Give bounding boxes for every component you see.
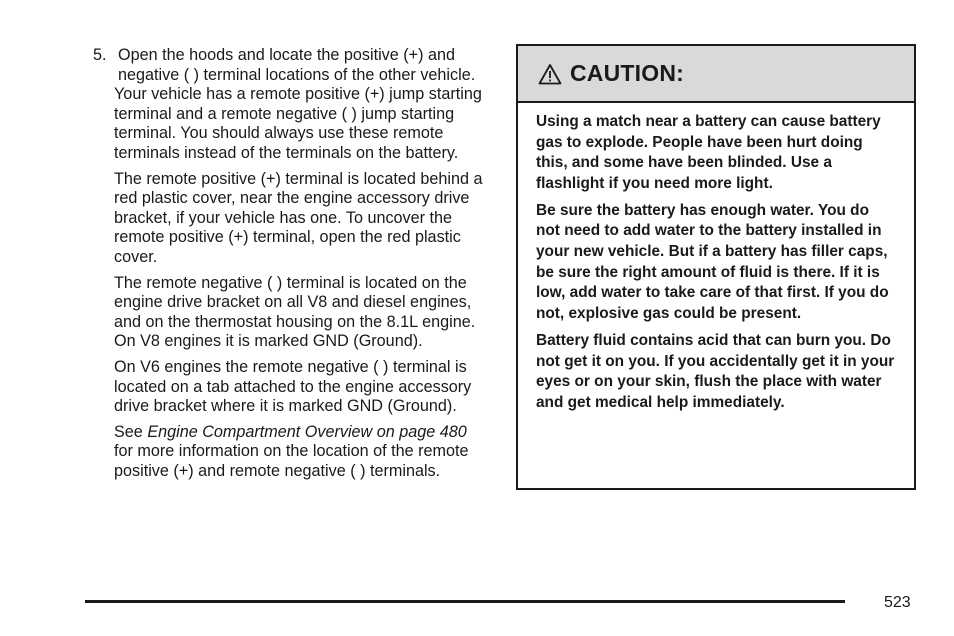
step-5: [93, 46, 485, 85]
step-text: Open the hoods and locate the positive (+) and negative ( ) terminal locations of the other vehicle.: [118, 46, 476, 84]
caution-header: [518, 46, 914, 103]
step-number: 5.: [93, 46, 107, 64]
paragraph-remote-terminals: Your vehicle has a remote positive (+) jump starting terminal and a remote negative ( ) jump starting terminal. You should always use these remote terminals instead of the terminals on the battery.: [114, 85, 482, 162]
see-prefix: See: [114, 422, 148, 441]
caution-title: CAUTION:: [570, 60, 685, 86]
warning-triangle-icon: [538, 63, 562, 85]
instructions-column: [93, 46, 485, 487]
caution-paragraph-water: Be sure the battery has enough water. You do not need to add water to the battery installed in your new vehicle. But if a battery has filler caps, be sure the right amount of fluid is there. If it is low, add water to take care of that first. If you do not, explosive gas could be present.: [536, 201, 889, 322]
caution-box: [516, 44, 916, 490]
see-suffix: for more information on the location of the remote positive (+) and remote negative ( ) terminals.: [114, 442, 469, 480]
paragraph-positive-terminal: The remote positive (+) terminal is located behind a red plastic cover, near the engine accessory drive bracket, if your vehicle has one. To uncover the remote positive (+) terminal, open the red plastic cover.: [114, 169, 483, 266]
cross-reference-link[interactable]: Engine Compartment Overview on page 480: [147, 422, 467, 441]
caution-paragraph-match: Using a match near a battery can cause battery gas to explode. People have been hurt doing this, and some have been blinded. Use a flashlight if you need more light.: [536, 113, 881, 192]
caution-paragraph-acid: Battery fluid contains acid that can burn you. Do not get it on you. If you accidentally get it in your eyes or on your skin, flush the place with water and get medical help immediately.: [536, 331, 895, 411]
caution-body: [518, 103, 914, 413]
page-number: 523: [884, 594, 911, 611]
paragraph-see-reference: [114, 423, 485, 482]
paragraph-negative-terminal-v6: On V6 engines the remote negative ( ) terminal is located on a tab attached to the engine accessory drive bracket where it is marked GND (Ground).: [114, 357, 472, 416]
paragraph-negative-terminal-v8: The remote negative ( ) terminal is located on the engine drive bracket on all V8 and diesel engines, and on the thermostat housing on the 8.1L engine. On V8 engines it is marked GND (Ground).: [114, 273, 476, 351]
footer-rule: [85, 600, 845, 603]
